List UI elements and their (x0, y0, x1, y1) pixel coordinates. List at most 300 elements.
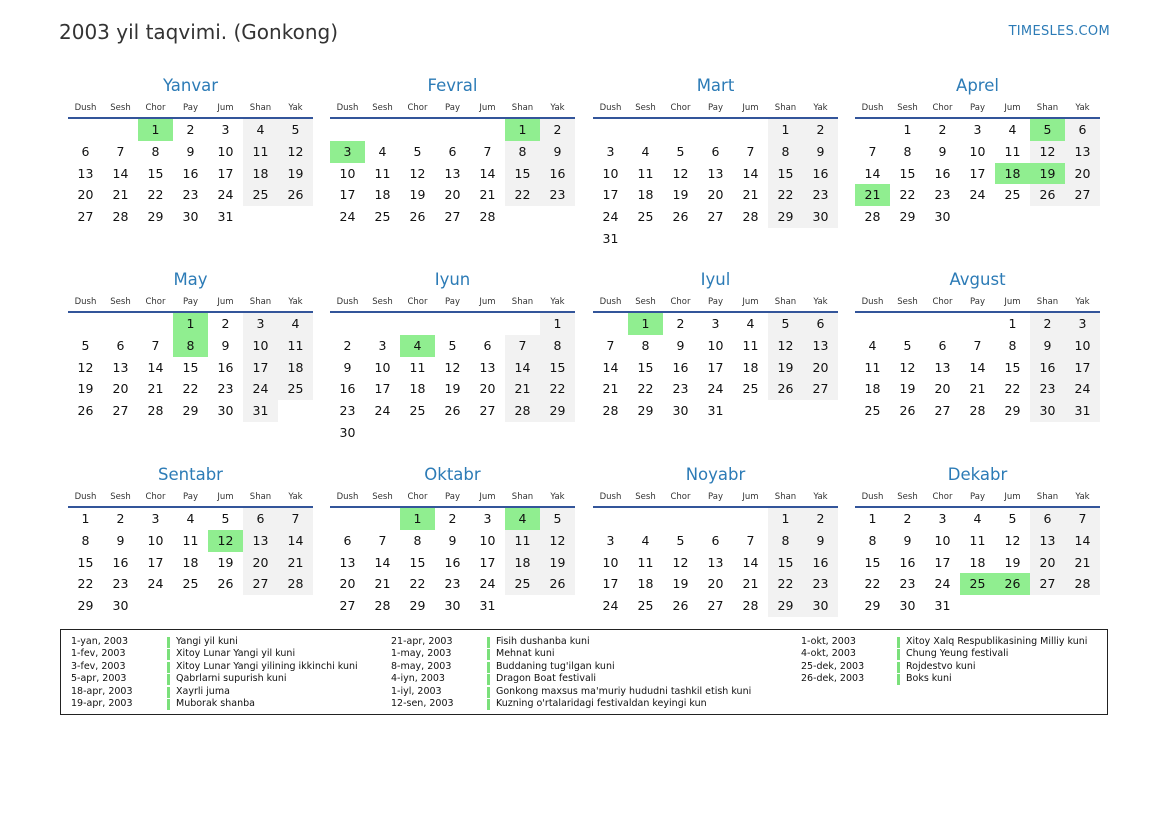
day-cell[interactable]: 9 (803, 141, 838, 163)
day-cell[interactable]: 1 (540, 313, 575, 335)
day-cell[interactable]: 10 (479, 532, 496, 548)
day-cell[interactable]: 3 (151, 511, 160, 526)
day-cell[interactable]: 16 (934, 165, 951, 181)
day-cell[interactable]: 25 (278, 378, 313, 400)
day-cell[interactable]: 11 (278, 335, 313, 357)
day-cell[interactable]: 19 (1004, 554, 1021, 570)
day-cell[interactable]: 21 (505, 378, 540, 400)
day-cell[interactable]: 2 (803, 508, 838, 530)
day-cell[interactable]: 31 (479, 598, 496, 614)
day-cell[interactable]: 7 (868, 143, 877, 159)
day-cell[interactable]: 19 (278, 163, 313, 185)
day-cell[interactable]: 9 (221, 337, 230, 353)
day-cell[interactable]: 23 (339, 403, 356, 419)
day-cell[interactable]: 6 (448, 143, 457, 159)
day-cell[interactable]: 16 (1030, 357, 1065, 379)
day-cell[interactable]: 22 (637, 381, 654, 397)
day-cell[interactable]: 18 (864, 381, 881, 397)
day-cell[interactable]: 17 (147, 554, 164, 570)
day-cell[interactable]: 20 (707, 576, 724, 592)
day-cell[interactable]: 27 (1030, 573, 1065, 595)
day-cell[interactable]: 17 (602, 187, 619, 203)
day-cell[interactable]: 1 (1008, 316, 1017, 331)
day-cell[interactable]: 12 (540, 530, 575, 552)
day-cell[interactable]: 27 (934, 403, 951, 419)
day-cell[interactable]: 11 (374, 165, 391, 181)
site-link[interactable]: TIMESLES.COM (1008, 24, 1110, 39)
day-cell[interactable]: 14 (479, 165, 496, 181)
day-cell[interactable]: 22 (899, 187, 916, 203)
day-cell[interactable]: 16 (540, 163, 575, 185)
day-cell[interactable]: 4 (186, 511, 195, 526)
day-cell[interactable]: 19 (768, 357, 803, 379)
day-cell[interactable]: 20 (479, 381, 496, 397)
day-cell[interactable]: 3 (711, 316, 720, 331)
day-cell[interactable]: 21 (112, 187, 129, 203)
holiday-day-cell[interactable]: 21 (855, 184, 890, 206)
day-cell[interactable]: 14 (112, 165, 129, 181)
day-cell[interactable]: 30 (899, 598, 916, 614)
day-cell[interactable]: 30 (672, 403, 689, 419)
day-cell[interactable]: 1 (868, 511, 877, 526)
day-cell[interactable]: 5 (768, 313, 803, 335)
day-cell[interactable]: 10 (147, 532, 164, 548)
day-cell[interactable]: 16 (112, 554, 129, 570)
day-cell[interactable]: 11 (409, 359, 426, 375)
day-cell[interactable]: 14 (742, 554, 759, 570)
day-cell[interactable]: 24 (479, 576, 496, 592)
day-cell[interactable]: 17 (1065, 357, 1100, 379)
day-cell[interactable]: 9 (448, 532, 457, 548)
day-cell[interactable]: 29 (182, 403, 199, 419)
day-cell[interactable]: 18 (505, 552, 540, 574)
day-cell[interactable]: 16 (182, 165, 199, 181)
day-cell[interactable]: 1 (768, 119, 803, 141)
day-cell[interactable]: 16 (672, 359, 689, 375)
day-cell[interactable]: 7 (746, 143, 755, 159)
day-cell[interactable]: 12 (672, 554, 689, 570)
day-cell[interactable]: 19 (444, 381, 461, 397)
day-cell[interactable]: 16 (217, 359, 234, 375)
day-cell[interactable]: 5 (676, 143, 685, 159)
day-cell[interactable]: 23 (112, 576, 129, 592)
day-cell[interactable]: 17 (374, 381, 391, 397)
day-cell[interactable]: 5 (540, 508, 575, 530)
day-cell[interactable]: 11 (637, 554, 654, 570)
day-cell[interactable]: 17 (339, 187, 356, 203)
day-cell[interactable]: 6 (711, 143, 720, 159)
day-cell[interactable]: 6 (81, 143, 90, 159)
day-cell[interactable]: 18 (637, 576, 654, 592)
day-cell[interactable]: 19 (77, 381, 94, 397)
day-cell[interactable]: 11 (243, 141, 278, 163)
day-cell[interactable]: 26 (217, 576, 234, 592)
day-cell[interactable]: 25 (374, 209, 391, 225)
day-cell[interactable]: 29 (768, 206, 803, 228)
day-cell[interactable]: 28 (864, 209, 881, 225)
day-cell[interactable]: 22 (864, 576, 881, 592)
day-cell[interactable]: 14 (505, 357, 540, 379)
day-cell[interactable]: 3 (606, 143, 615, 159)
day-cell[interactable]: 24 (707, 381, 724, 397)
day-cell[interactable]: 31 (1065, 400, 1100, 422)
day-cell[interactable]: 27 (243, 573, 278, 595)
day-cell[interactable]: 10 (602, 554, 619, 570)
day-cell[interactable]: 29 (899, 209, 916, 225)
holiday-day-cell[interactable]: 19 (1030, 163, 1065, 185)
day-cell[interactable]: 10 (243, 335, 278, 357)
day-cell[interactable]: 15 (147, 165, 164, 181)
day-cell[interactable]: 14 (969, 359, 986, 375)
day-cell[interactable]: 4 (243, 119, 278, 141)
day-cell[interactable]: 22 (768, 573, 803, 595)
day-cell[interactable]: 13 (479, 359, 496, 375)
day-cell[interactable]: 15 (637, 359, 654, 375)
holiday-day-cell[interactable]: 18 (995, 163, 1030, 185)
day-cell[interactable]: 13 (707, 165, 724, 181)
day-cell[interactable]: 19 (899, 381, 916, 397)
day-cell[interactable]: 28 (505, 400, 540, 422)
day-cell[interactable]: 14 (602, 359, 619, 375)
day-cell[interactable]: 13 (112, 359, 129, 375)
day-cell[interactable]: 23 (803, 184, 838, 206)
day-cell[interactable]: 23 (540, 184, 575, 206)
day-cell[interactable]: 28 (969, 403, 986, 419)
day-cell[interactable]: 29 (540, 400, 575, 422)
day-cell[interactable]: 24 (374, 403, 391, 419)
day-cell[interactable]: 20 (112, 381, 129, 397)
day-cell[interactable]: 4 (278, 313, 313, 335)
day-cell[interactable]: 26 (77, 403, 94, 419)
day-cell[interactable]: 21 (742, 187, 759, 203)
day-cell[interactable]: 29 (1004, 403, 1021, 419)
day-cell[interactable]: 24 (217, 187, 234, 203)
day-cell[interactable]: 20 (444, 187, 461, 203)
day-cell[interactable]: 6 (803, 313, 838, 335)
day-cell[interactable]: 20 (339, 576, 356, 592)
day-cell[interactable]: 28 (374, 598, 391, 614)
day-cell[interactable]: 5 (448, 337, 457, 353)
day-cell[interactable]: 24 (969, 187, 986, 203)
day-cell[interactable]: 28 (147, 403, 164, 419)
day-cell[interactable]: 15 (540, 357, 575, 379)
day-cell[interactable]: 8 (151, 143, 160, 159)
day-cell[interactable]: 31 (602, 230, 619, 246)
day-cell[interactable]: 3 (938, 511, 947, 526)
day-cell[interactable]: 31 (707, 403, 724, 419)
day-cell[interactable]: 9 (116, 532, 125, 548)
day-cell[interactable]: 9 (343, 359, 352, 375)
day-cell[interactable]: 7 (505, 335, 540, 357)
day-cell[interactable]: 15 (182, 359, 199, 375)
day-cell[interactable]: 25 (742, 381, 759, 397)
holiday-day-cell[interactable]: 5 (1030, 119, 1065, 141)
day-cell[interactable]: 20 (77, 187, 94, 203)
day-cell[interactable]: 14 (864, 165, 881, 181)
day-cell[interactable]: 24 (602, 598, 619, 614)
day-cell[interactable]: 2 (803, 119, 838, 141)
day-cell[interactable]: 18 (742, 359, 759, 375)
day-cell[interactable]: 26 (278, 184, 313, 206)
day-cell[interactable]: 2 (343, 337, 352, 353)
day-cell[interactable]: 12 (444, 359, 461, 375)
day-cell[interactable]: 26 (672, 598, 689, 614)
day-cell[interactable]: 1 (903, 122, 912, 137)
day-cell[interactable]: 5 (903, 337, 912, 353)
day-cell[interactable]: 2 (448, 511, 457, 526)
day-cell[interactable]: 7 (378, 532, 387, 548)
day-cell[interactable]: 22 (409, 576, 426, 592)
day-cell[interactable]: 6 (1065, 119, 1100, 141)
day-cell[interactable]: 4 (1008, 122, 1017, 137)
day-cell[interactable]: 22 (77, 576, 94, 592)
day-cell[interactable]: 7 (1065, 508, 1100, 530)
day-cell[interactable]: 21 (374, 576, 391, 592)
day-cell[interactable]: 6 (1030, 508, 1065, 530)
day-cell[interactable]: 10 (339, 165, 356, 181)
day-cell[interactable]: 2 (676, 316, 685, 331)
day-cell[interactable]: 23 (803, 573, 838, 595)
day-cell[interactable]: 18 (409, 381, 426, 397)
day-cell[interactable]: 1 (768, 508, 803, 530)
day-cell[interactable]: 20 (934, 381, 951, 397)
day-cell[interactable]: 18 (243, 163, 278, 185)
day-cell[interactable]: 26 (409, 209, 426, 225)
day-cell[interactable]: 30 (182, 209, 199, 225)
day-cell[interactable]: 26 (899, 403, 916, 419)
day-cell[interactable]: 9 (676, 337, 685, 353)
day-cell[interactable]: 24 (1065, 378, 1100, 400)
day-cell[interactable]: 22 (768, 184, 803, 206)
day-cell[interactable]: 19 (217, 554, 234, 570)
day-cell[interactable]: 6 (243, 508, 278, 530)
day-cell[interactable]: 27 (1065, 184, 1100, 206)
day-cell[interactable]: 2 (221, 316, 230, 331)
day-cell[interactable]: 22 (147, 187, 164, 203)
day-cell[interactable]: 30 (339, 424, 356, 440)
holiday-day-cell[interactable]: 8 (173, 335, 208, 357)
day-cell[interactable]: 12 (278, 141, 313, 163)
day-cell[interactable]: 13 (1030, 530, 1065, 552)
day-cell[interactable]: 27 (803, 378, 838, 400)
day-cell[interactable]: 16 (444, 554, 461, 570)
day-cell[interactable]: 23 (182, 187, 199, 203)
day-cell[interactable]: 22 (1004, 381, 1021, 397)
day-cell[interactable]: 22 (505, 184, 540, 206)
day-cell[interactable]: 7 (116, 143, 125, 159)
day-cell[interactable]: 4 (378, 143, 387, 159)
day-cell[interactable]: 5 (81, 337, 90, 353)
day-cell[interactable]: 28 (479, 209, 496, 225)
day-cell[interactable]: 8 (505, 141, 540, 163)
day-cell[interactable]: 25 (864, 403, 881, 419)
day-cell[interactable]: 30 (803, 595, 838, 617)
day-cell[interactable]: 15 (864, 554, 881, 570)
day-cell[interactable]: 31 (243, 400, 278, 422)
day-cell[interactable]: 6 (711, 532, 720, 548)
day-cell[interactable]: 23 (1030, 378, 1065, 400)
day-cell[interactable]: 17 (969, 165, 986, 181)
day-cell[interactable]: 13 (444, 165, 461, 181)
day-cell[interactable]: 20 (707, 187, 724, 203)
day-cell[interactable]: 3 (221, 122, 230, 137)
day-cell[interactable]: 24 (602, 209, 619, 225)
day-cell[interactable]: 11 (1004, 143, 1021, 159)
day-cell[interactable]: 13 (934, 359, 951, 375)
day-cell[interactable]: 16 (899, 554, 916, 570)
day-cell[interactable]: 17 (602, 576, 619, 592)
day-cell[interactable]: 14 (278, 530, 313, 552)
day-cell[interactable]: 5 (413, 143, 422, 159)
day-cell[interactable]: 2 (186, 122, 195, 137)
day-cell[interactable]: 10 (1065, 335, 1100, 357)
day-cell[interactable]: 24 (243, 378, 278, 400)
day-cell[interactable]: 24 (339, 209, 356, 225)
day-cell[interactable]: 12 (768, 335, 803, 357)
day-cell[interactable]: 22 (540, 378, 575, 400)
day-cell[interactable]: 4 (868, 337, 877, 353)
day-cell[interactable]: 10 (374, 359, 391, 375)
day-cell[interactable]: 21 (602, 381, 619, 397)
day-cell[interactable]: 23 (934, 187, 951, 203)
day-cell[interactable]: 15 (505, 163, 540, 185)
day-cell[interactable]: 30 (444, 598, 461, 614)
day-cell[interactable]: 25 (637, 209, 654, 225)
day-cell[interactable]: 25 (505, 573, 540, 595)
day-cell[interactable]: 25 (182, 576, 199, 592)
day-cell[interactable]: 18 (969, 554, 986, 570)
day-cell[interactable]: 7 (483, 143, 492, 159)
day-cell[interactable]: 27 (339, 598, 356, 614)
day-cell[interactable]: 27 (444, 209, 461, 225)
day-cell[interactable]: 27 (77, 209, 94, 225)
day-cell[interactable]: 4 (641, 143, 650, 159)
day-cell[interactable]: 27 (707, 598, 724, 614)
day-cell[interactable]: 29 (147, 209, 164, 225)
day-cell[interactable]: 8 (81, 532, 90, 548)
day-cell[interactable]: 22 (182, 381, 199, 397)
day-cell[interactable]: 21 (479, 187, 496, 203)
day-cell[interactable]: 4 (973, 511, 982, 526)
day-cell[interactable]: 15 (768, 552, 803, 574)
day-cell[interactable]: 29 (409, 598, 426, 614)
day-cell[interactable]: 8 (641, 337, 650, 353)
holiday-day-cell[interactable]: 1 (505, 119, 540, 141)
day-cell[interactable]: 10 (602, 165, 619, 181)
day-cell[interactable]: 8 (903, 143, 912, 159)
day-cell[interactable]: 23 (217, 381, 234, 397)
holiday-day-cell[interactable]: 1 (173, 313, 208, 335)
day-cell[interactable]: 5 (1008, 511, 1017, 526)
day-cell[interactable]: 17 (479, 554, 496, 570)
day-cell[interactable]: 21 (969, 381, 986, 397)
day-cell[interactable]: 19 (540, 552, 575, 574)
day-cell[interactable]: 11 (969, 532, 986, 548)
day-cell[interactable]: 18 (374, 187, 391, 203)
holiday-day-cell[interactable]: 1 (400, 508, 435, 530)
day-cell[interactable]: 5 (676, 532, 685, 548)
day-cell[interactable]: 11 (864, 359, 881, 375)
day-cell[interactable]: 12 (672, 165, 689, 181)
day-cell[interactable]: 29 (77, 598, 94, 614)
holiday-day-cell[interactable]: 4 (505, 508, 540, 530)
day-cell[interactable]: 12 (1030, 141, 1065, 163)
day-cell[interactable]: 9 (938, 143, 947, 159)
day-cell[interactable]: 3 (606, 532, 615, 548)
day-cell[interactable]: 8 (768, 530, 803, 552)
day-cell[interactable]: 15 (77, 554, 94, 570)
day-cell[interactable]: 11 (742, 337, 759, 353)
day-cell[interactable]: 20 (1030, 552, 1065, 574)
day-cell[interactable]: 18 (278, 357, 313, 379)
day-cell[interactable]: 8 (868, 532, 877, 548)
day-cell[interactable]: 17 (934, 554, 951, 570)
day-cell[interactable]: 23 (899, 576, 916, 592)
day-cell[interactable]: 9 (540, 141, 575, 163)
day-cell[interactable]: 2 (116, 511, 125, 526)
day-cell[interactable]: 25 (637, 598, 654, 614)
day-cell[interactable]: 2 (903, 511, 912, 526)
day-cell[interactable]: 1 (81, 511, 90, 526)
day-cell[interactable]: 3 (243, 313, 278, 335)
day-cell[interactable]: 25 (1004, 187, 1021, 203)
day-cell[interactable]: 14 (147, 359, 164, 375)
holiday-day-cell[interactable]: 25 (960, 573, 995, 595)
day-cell[interactable]: 28 (742, 209, 759, 225)
day-cell[interactable]: 27 (479, 403, 496, 419)
day-cell[interactable]: 10 (969, 143, 986, 159)
holiday-day-cell[interactable]: 3 (330, 141, 365, 163)
holiday-day-cell[interactable]: 1 (138, 119, 173, 141)
day-cell[interactable]: 18 (182, 554, 199, 570)
day-cell[interactable]: 4 (746, 316, 755, 331)
holiday-day-cell[interactable]: 26 (995, 573, 1030, 595)
day-cell[interactable]: 11 (182, 532, 199, 548)
day-cell[interactable]: 7 (746, 532, 755, 548)
day-cell[interactable]: 12 (899, 359, 916, 375)
day-cell[interactable]: 29 (768, 595, 803, 617)
day-cell[interactable]: 6 (938, 337, 947, 353)
day-cell[interactable]: 30 (803, 206, 838, 228)
day-cell[interactable]: 7 (151, 337, 160, 353)
day-cell[interactable]: 10 (934, 532, 951, 548)
day-cell[interactable]: 19 (672, 576, 689, 592)
day-cell[interactable]: 12 (1004, 532, 1021, 548)
holiday-day-cell[interactable]: 1 (628, 313, 663, 335)
day-cell[interactable]: 8 (768, 141, 803, 163)
day-cell[interactable]: 5 (278, 119, 313, 141)
day-cell[interactable]: 17 (707, 359, 724, 375)
day-cell[interactable]: 17 (243, 357, 278, 379)
day-cell[interactable]: 13 (339, 554, 356, 570)
day-cell[interactable]: 9 (1030, 335, 1065, 357)
day-cell[interactable]: 11 (505, 530, 540, 552)
day-cell[interactable]: 9 (903, 532, 912, 548)
day-cell[interactable]: 19 (672, 187, 689, 203)
day-cell[interactable]: 11 (637, 165, 654, 181)
day-cell[interactable]: 13 (707, 554, 724, 570)
day-cell[interactable]: 7 (973, 337, 982, 353)
day-cell[interactable]: 27 (707, 209, 724, 225)
day-cell[interactable]: 28 (602, 403, 619, 419)
day-cell[interactable]: 30 (112, 598, 129, 614)
day-cell[interactable]: 9 (186, 143, 195, 159)
day-cell[interactable]: 6 (343, 532, 352, 548)
day-cell[interactable]: 15 (768, 163, 803, 185)
day-cell[interactable]: 28 (742, 598, 759, 614)
day-cell[interactable]: 13 (803, 335, 838, 357)
day-cell[interactable]: 31 (217, 209, 234, 225)
